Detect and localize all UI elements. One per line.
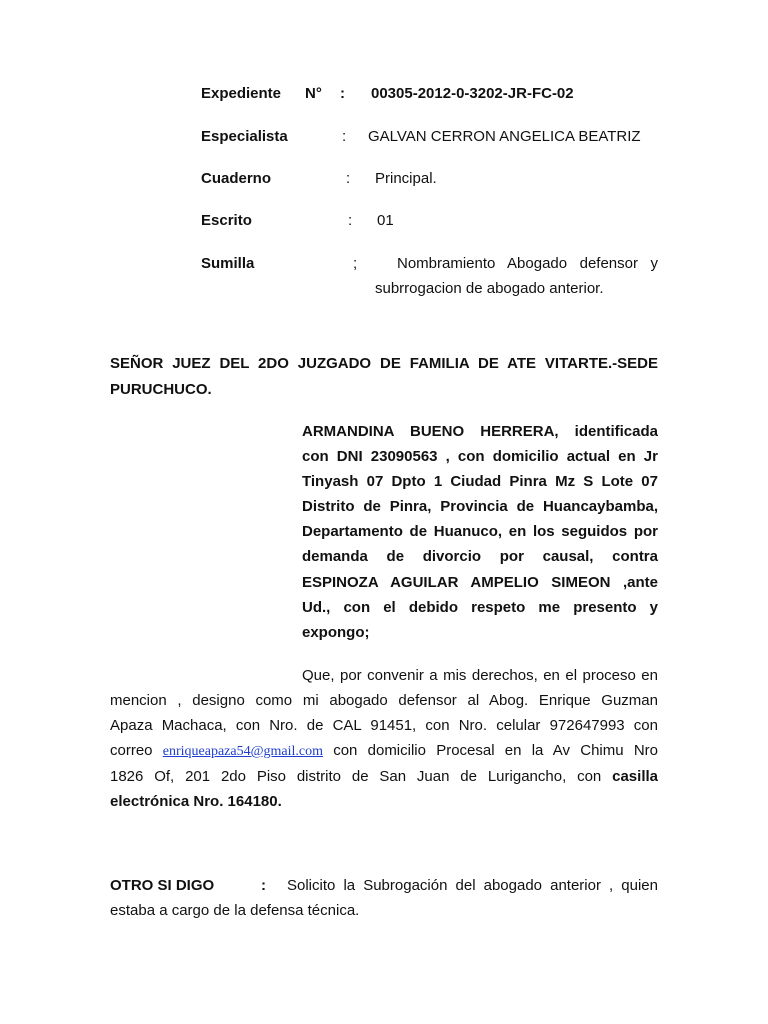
escrito-value: 01 (377, 212, 394, 229)
especialista-label: Especialista (201, 128, 288, 145)
cuaderno-separator: : (346, 170, 351, 187)
expediente-label: Expediente (201, 85, 282, 102)
sumilla-separator: ; (353, 255, 358, 272)
cuaderno-value: Principal. (375, 170, 437, 187)
escrito-label: Escrito (201, 212, 252, 229)
intro-line-5: Departamento de Huanuco, en los seguidos por (302, 523, 658, 540)
intro-line-3: Tinyash 07 Dpto 1 Ciudad Pinra Mz S Lote 07 (302, 473, 658, 490)
email-link[interactable]: enriqueapaza54@gmail.com (162, 744, 323, 759)
escrito-separator: : (348, 212, 353, 229)
intro-line-4: Distrito de Pinra, Provincia de Huancaybamba, (302, 498, 658, 515)
expediente-number-label: N° (305, 85, 322, 102)
body-line-5-pre: 1826 Of, 201 2do Piso distrito de San Juan de Lurigancho, con (110, 768, 602, 785)
intro-line-8: Ud., con el debido respeto me presento y (302, 599, 658, 616)
body-line-1: Que, por convenir a mis derechos, en el proceso en (302, 667, 658, 684)
body-line-5-bold: casilla (612, 768, 658, 785)
especialista-separator: : (342, 128, 347, 145)
especialista-value: GALVAN CERRON ANGELICA BEATRIZ (368, 128, 641, 145)
intro-line-7: ESPINOZA AGUILAR AMPELIO SIMEON ,ante (302, 574, 658, 591)
sumilla-line-1: Nombramiento Abogado defensor y (397, 255, 658, 272)
expediente-value: 00305-2012-0-3202-JR-FC-02 (371, 85, 574, 102)
otrosi-label: OTRO SI DIGO (110, 877, 215, 894)
otrosi-separator: : (261, 877, 266, 894)
body-line-3: Apaza Machaca, con Nro. de CAL 91451, con Nro. celular 972647993 con (110, 717, 658, 734)
body-line-5 (110, 764, 658, 789)
sumilla-line-2: subrrogacion de abogado anterior. (375, 280, 604, 297)
otrosi-line-1: Solicito la Subrogación del abogado anterior , quien (287, 877, 658, 894)
body-line-4 (110, 738, 658, 764)
expediente-separator: : (340, 85, 345, 102)
intro-line-1: ARMANDINA BUENO HERRERA, identificada (302, 423, 658, 440)
intro-line-9: expongo; (302, 624, 370, 641)
sumilla-label: Sumilla (201, 255, 255, 272)
intro-line-2: con DNI 23090563 , con domicilio actual en Jr (302, 448, 658, 465)
body-line-4-post: con domicilio Procesal en la Av Chimu Nro (333, 742, 658, 759)
body-line-2: mencion , designo como mi abogado defensor al Abog. Enrique Guzman (110, 692, 658, 709)
cuaderno-label: Cuaderno (201, 170, 272, 187)
body-line-6: electrónica Nro. 164180. (110, 793, 282, 810)
addressee-line-1: SEÑOR JUEZ DEL 2DO JUZGADO DE FAMILIA DE ATE VITARTE.-SEDE (110, 355, 658, 372)
intro-line-6: demanda de divorcio por causal, contra (302, 548, 658, 565)
body-line-4-pre: correo (110, 742, 153, 759)
addressee-line-2: PURUCHUCO. (110, 381, 212, 398)
otrosi-line-2: estaba a cargo de la defensa técnica. (110, 902, 360, 919)
